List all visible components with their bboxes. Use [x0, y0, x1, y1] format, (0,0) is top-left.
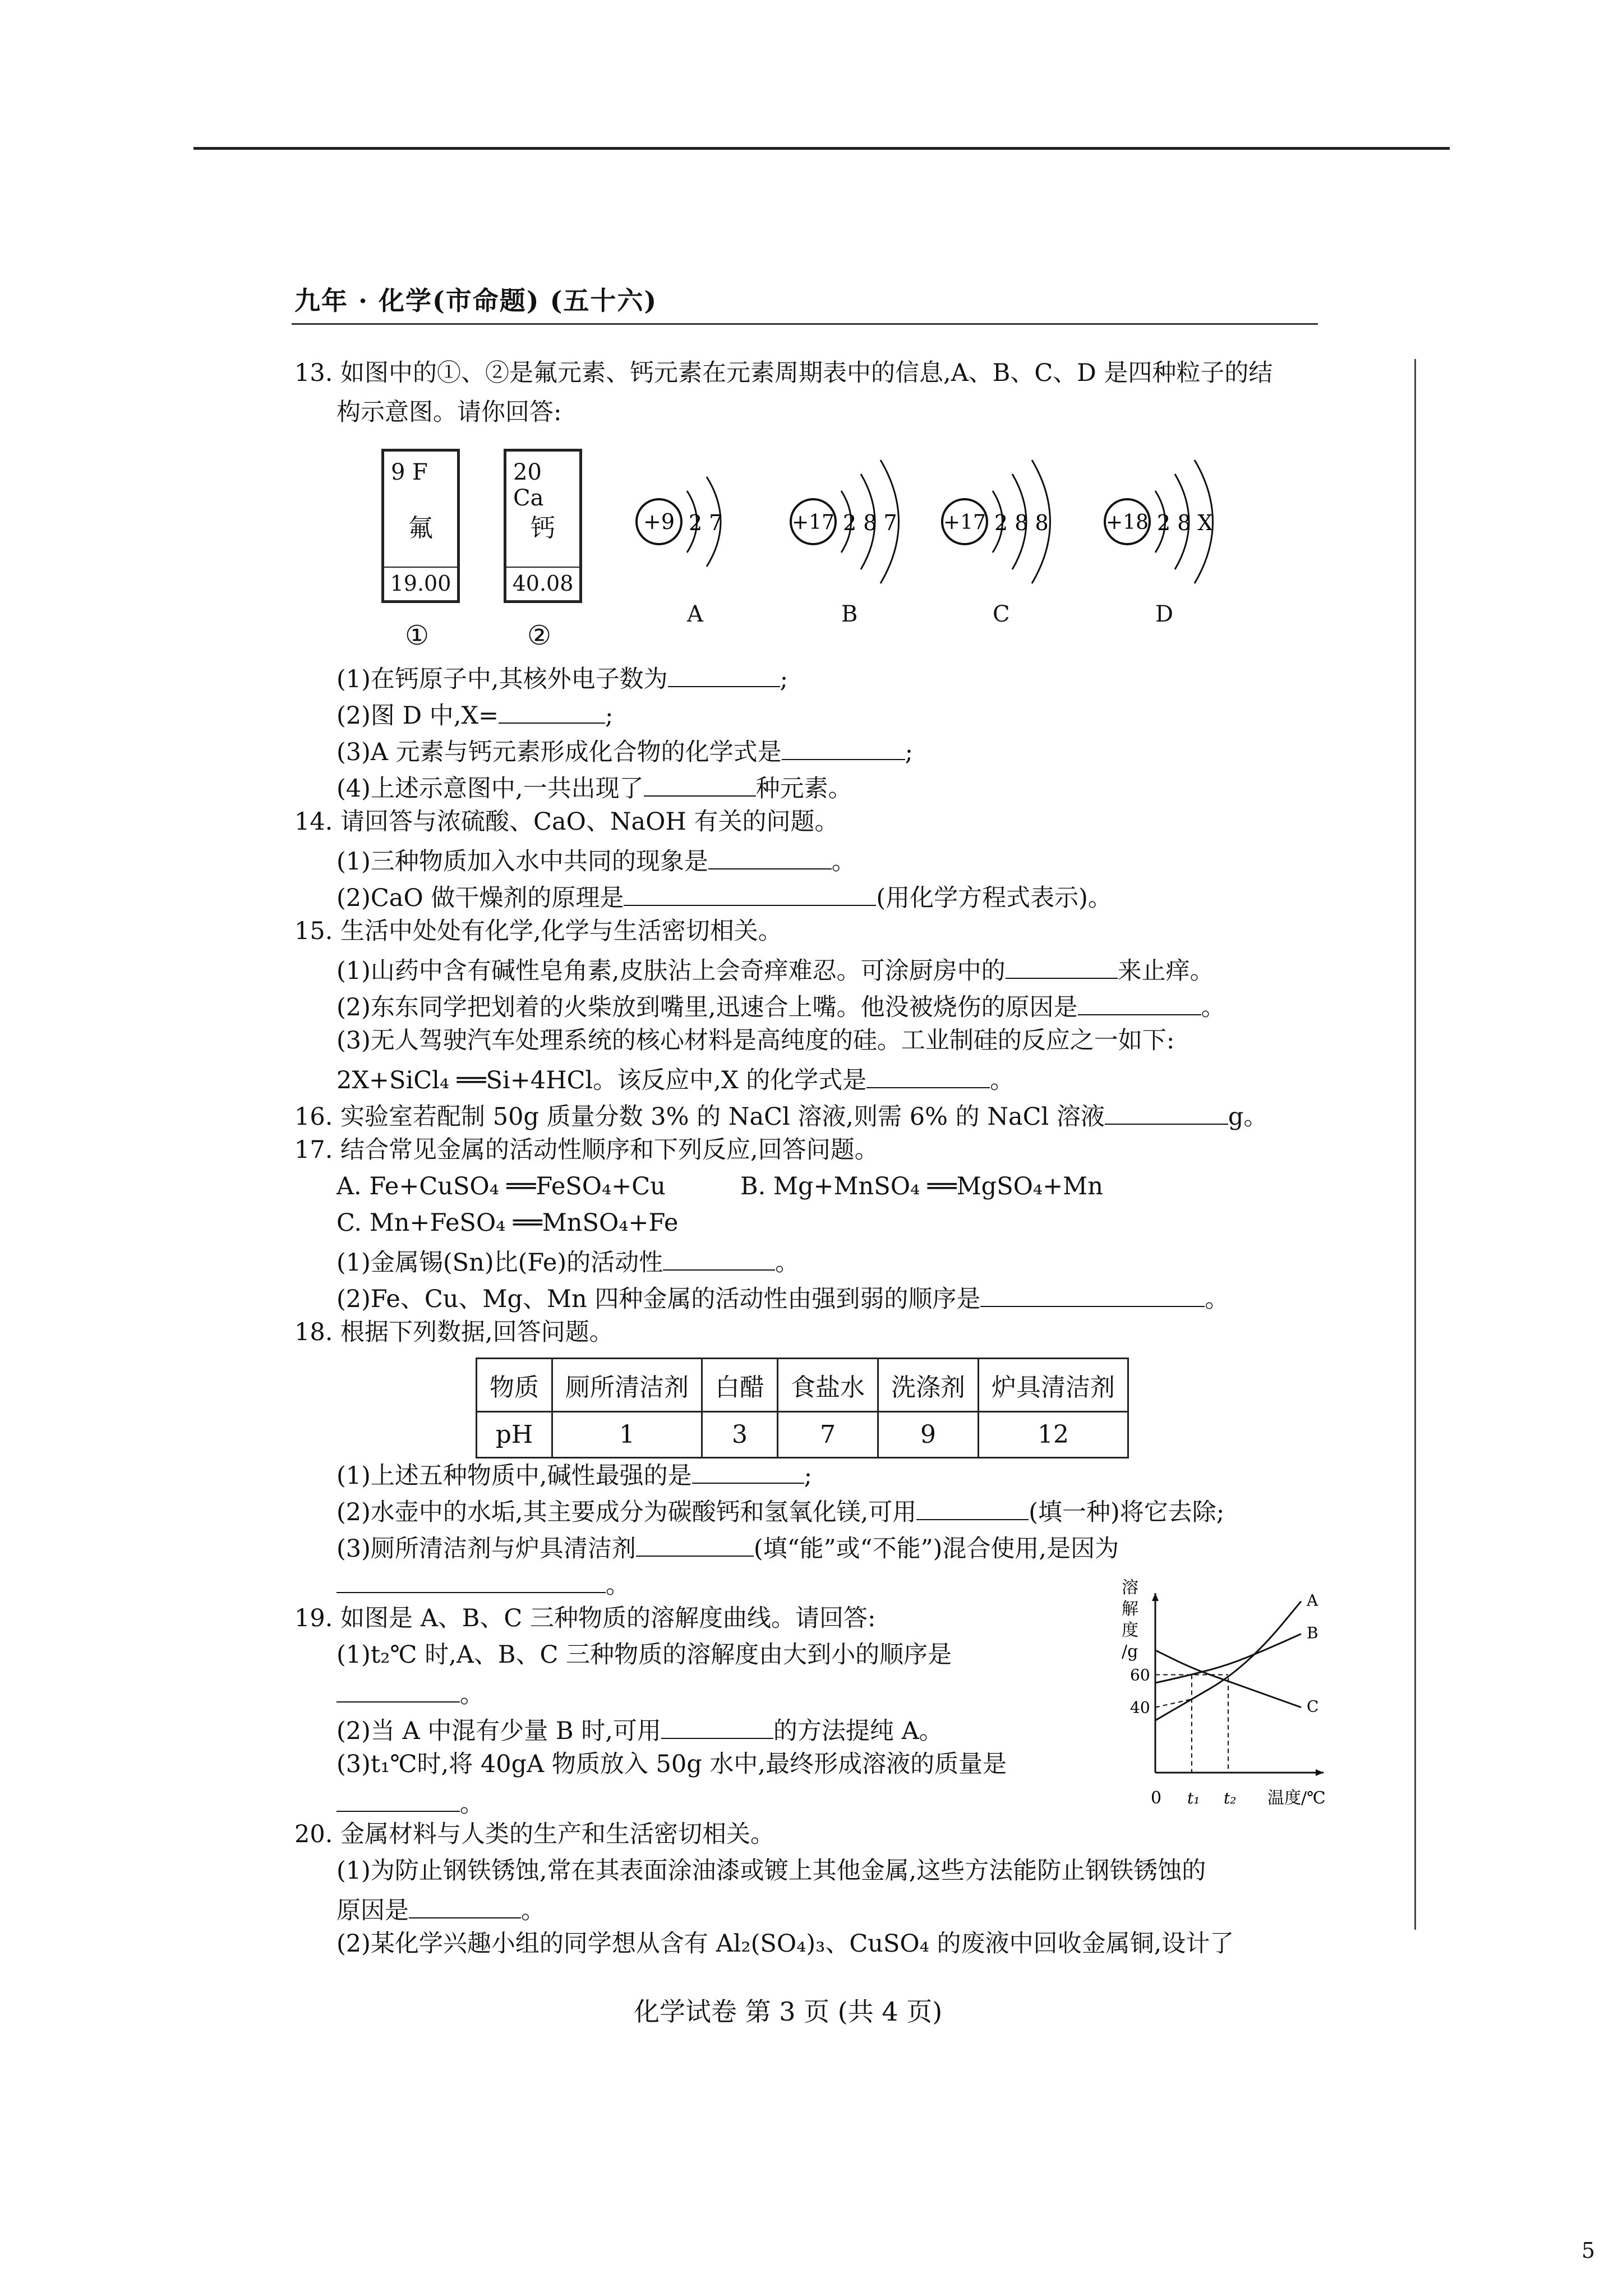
q20-part-1b: [336, 1893, 545, 1926]
q18-p2-text: (2)水壶中的水垢,其主要成分为碳酸钙和氢氧化镁,可用: [336, 1498, 917, 1526]
answer-blank[interactable]: [644, 771, 756, 797]
atom-shells: 2 7: [689, 510, 723, 535]
atom-b: [791, 460, 899, 583]
atom-nucleus: +9: [643, 509, 675, 534]
q19-part-1-cont: [336, 1677, 484, 1710]
q18-part-3-cont: [336, 1568, 630, 1600]
answer-blank[interactable]: [1078, 990, 1201, 1015]
answer-blank[interactable]: [336, 1787, 460, 1812]
q14-p2-end: (用化学方程式表示)。: [876, 884, 1112, 912]
q15-part-2: [336, 990, 1225, 1023]
tile-number-symbol: 9 F: [391, 459, 428, 485]
margin-rule: [1414, 359, 1416, 1930]
answer-blank[interactable]: [336, 1677, 460, 1703]
answer-blank[interactable]: [668, 662, 780, 687]
y-axis-label: 溶: [1122, 1578, 1138, 1598]
tile-mass: 40.08: [506, 567, 579, 596]
q16-text: 16. 实验室若配制 50g 质量分数 3% 的 NaCl 溶液,则需 6% 的 NaCl 溶液: [294, 1103, 1105, 1131]
table-cell: 炉具清洁剂: [979, 1359, 1128, 1412]
element-tile-fluorine: [381, 449, 460, 603]
q14-p2-text: (2)CaO 做干燥剂的原理是: [336, 884, 624, 912]
q17-p2-end: 。: [1205, 1285, 1229, 1313]
table-cell: 物质: [477, 1359, 552, 1412]
atom-label-c: C: [993, 601, 1010, 627]
table-cell: 12: [979, 1412, 1128, 1458]
q13-p4-text: (4)上述示意图中,一共出现了: [336, 775, 644, 803]
q15-p3b-text: 2X+SiCl₄ ══Si+4HCl。该反应中,X 的化学式是: [336, 1066, 867, 1094]
q18-p1-end: ;: [804, 1462, 813, 1490]
q16-end: g。: [1228, 1103, 1268, 1131]
q15-p3b-end: 。: [990, 1066, 1015, 1094]
q19-part-3-cont: [336, 1787, 484, 1819]
x-tick-label: t₁: [1187, 1789, 1200, 1806]
q18-p3-final: 。: [606, 1571, 630, 1599]
y-tick-label: 40: [1130, 1698, 1150, 1717]
answer-blank[interactable]: [782, 735, 905, 760]
table-row: [477, 1412, 1128, 1458]
q14-p1-text: (1)三种物质加入水中共同的现象是: [336, 848, 708, 876]
q17-part-2: [336, 1282, 1229, 1314]
q15-p2-end: 。: [1201, 993, 1225, 1022]
answer-blank[interactable]: [1105, 1099, 1228, 1125]
element-tile-calcium: [504, 449, 582, 603]
q19-stem: 19. 如图是 A、B、C 三种物质的溶解度曲线。请回答:: [294, 1604, 876, 1632]
atom-shells: 2 8 X: [1157, 510, 1213, 535]
answer-blank[interactable]: [980, 1282, 1205, 1307]
top-rule: [193, 147, 1450, 150]
q18-part-2: [336, 1495, 1224, 1527]
y-axis-arrow: [1152, 1593, 1159, 1601]
page-number: 5: [1581, 2238, 1596, 2263]
q17-p2-text: (2)Fe、Cu、Mg、Mn 四种金属的活动性由强到弱的顺序是: [336, 1285, 981, 1313]
q17-p1-end: 。: [775, 1249, 800, 1277]
q20-part-1: (1)为防止钢铁锈蚀,常在其表面涂油漆或镀上其他金属,这些方法能防止钢铁锈蚀的: [336, 1857, 1206, 1885]
q19-p3-final: 。: [460, 1790, 484, 1818]
page-footer: 化学试卷 第 3 页 (共 4 页): [634, 1996, 943, 2027]
q18-p3-text: (3)厕所清洁剂与炉具清洁剂: [336, 1535, 636, 1563]
answer-blank[interactable]: [636, 1531, 754, 1557]
q17-reaction-a: A. Fe+CuSO₄ ══FeSO₄+Cu: [336, 1172, 666, 1200]
q15-stem: 15. 生活中处处有化学,化学与生活密切相关。: [294, 917, 782, 945]
q13-part-4: [336, 771, 852, 804]
tile-mass: 19.00: [384, 567, 457, 596]
answer-blank[interactable]: [661, 1714, 773, 1739]
q17-reaction-b: B. Mg+MnSO₄ ══MgSO₄+Mn: [740, 1172, 1103, 1200]
table-cell: 厕所清洁剂: [552, 1359, 702, 1412]
series-label: B: [1307, 1623, 1318, 1642]
header-rule: [292, 323, 1318, 325]
q15-part-1: [336, 954, 1214, 986]
table-cell: 白醋: [702, 1359, 778, 1412]
y-axis-label: 度: [1122, 1621, 1138, 1640]
answer-blank[interactable]: [708, 844, 832, 869]
q20-stem: 20. 金属材料与人类的生产和生活密切相关。: [294, 1820, 775, 1848]
ph-data-table: [476, 1358, 1129, 1458]
atom-shells: 2 8 8: [994, 510, 1049, 535]
atom-nucleus: +18: [1106, 511, 1149, 534]
atom-shells: 2 8 7: [843, 510, 897, 535]
solubility-chart: [1116, 1571, 1352, 1806]
q13-p4-end: 种元素。: [755, 775, 852, 803]
q18-stem: 18. 根据下列数据,回答问题。: [294, 1318, 614, 1346]
q14-stem: 14. 请回答与浓硫酸、CaO、NaOH 有关的问题。: [294, 808, 839, 836]
atom-d: [1105, 460, 1213, 583]
table-cell: 9: [878, 1412, 979, 1458]
answer-blank[interactable]: [866, 1063, 990, 1088]
table-cell: pH: [477, 1412, 552, 1458]
q18-part-3: [336, 1531, 1119, 1564]
q18-p1-text: (1)上述五种物质中,碱性最强的是: [336, 1462, 692, 1490]
tile-number-symbol: 20 Ca: [513, 459, 544, 511]
q13-p3-text: (3)A 元素与钙元素形成化合物的化学式是: [336, 738, 782, 766]
y-axis-label: 解: [1122, 1599, 1138, 1619]
q18-p2-end: (填一种)将它去除;: [1029, 1498, 1225, 1526]
q13-p2-text: (2)图 D 中,X=: [336, 702, 499, 730]
table-cell: 洗涤剂: [878, 1359, 979, 1412]
q13-p1-text: (1)在钙原子中,其核外电子数为: [336, 665, 668, 693]
atom-c: [942, 460, 1050, 583]
q15-part-3: (3)无人驾驶汽车处理系统的核心材料是高纯度的硅。工业制硅的反应之一如下:: [336, 1027, 1175, 1055]
x-axis-arrow: [1316, 1769, 1324, 1776]
answer-blank[interactable]: [624, 881, 876, 906]
tile-name: 钙: [531, 514, 555, 542]
q13-p1-end: ;: [780, 665, 789, 693]
atom-label-d: D: [1155, 601, 1174, 627]
q14-part-2: [336, 881, 1112, 913]
q13-part-1: [336, 662, 788, 694]
q13-stem-1: 13. 如图中的①、②是氟元素、钙元素在元素周期表中的信息,A、B、C、D 是四种粒子的结: [294, 359, 1273, 387]
atom-label-b: B: [841, 601, 858, 627]
q13-p3-end: ;: [905, 738, 914, 766]
answer-blank[interactable]: [916, 1495, 1029, 1520]
y-tick-label: 60: [1130, 1665, 1150, 1685]
q19-part-2: [336, 1714, 943, 1746]
q15-p2-text: (2)东东同学把划着的火柴放到嘴里,迅速合上嘴。他没被烧伤的原因是: [336, 993, 1078, 1022]
q20-p1b-text: 原因是: [336, 1897, 409, 1925]
q19-p2-end: 的方法提纯 A。: [773, 1717, 943, 1745]
tile-caption: ①: [405, 620, 430, 651]
q14-p1-end: 。: [831, 848, 856, 876]
q14-part-1: [336, 844, 856, 877]
atom-structure-diagrams: [623, 438, 1267, 623]
tile-name: 氟: [408, 514, 433, 542]
q18-p3-end: (填“能”或“不能”)混合使用,是因为: [753, 1535, 1119, 1563]
table-row: [477, 1359, 1128, 1412]
paper-header: 九年 · 化学(市命题) (五十六): [294, 286, 658, 316]
tile-caption: ②: [527, 620, 552, 651]
answer-blank[interactable]: [499, 698, 605, 724]
y-axis-label: /g: [1122, 1642, 1138, 1662]
q19-p2-text: (2)当 A 中混有少量 B 时,可用: [336, 1717, 661, 1745]
q13-stem-2: 构示意图。请你回答:: [336, 398, 562, 426]
q19-part-1: (1)t₂℃ 时,A、B、C 三种物质的溶解度由大到小的顺序是: [336, 1641, 952, 1669]
q19-part-3: (3)t₁℃时,将 40gA 物质放入 50g 水中,最终形成溶液的质量是: [336, 1750, 1007, 1778]
series-label: C: [1307, 1697, 1319, 1716]
atom-nucleus: +17: [792, 511, 834, 534]
answer-blank[interactable]: [1006, 954, 1118, 979]
q17-part-1: [336, 1245, 799, 1278]
q13-part-3: [336, 735, 913, 767]
atom-label-a: A: [687, 601, 703, 627]
table-cell: 食盐水: [778, 1359, 878, 1412]
q20-part-2: (2)某化学兴趣小组的同学想从含有 Al₂(SO₄)₃、CuSO₄ 的废液中回收金属铜,设计了: [336, 1930, 1234, 1958]
q15-p1-end: 来止痒。: [1117, 957, 1214, 985]
q18-part-1: [336, 1458, 812, 1491]
series-label: A: [1307, 1591, 1318, 1610]
answer-blank[interactable]: [692, 1458, 804, 1484]
x-tick-label: t₂: [1224, 1789, 1237, 1806]
q15-part-3b: [336, 1063, 1014, 1096]
q17-stem: 17. 结合常见金属的活动性顺序和下列反应,回答问题。: [294, 1136, 879, 1164]
x-axis-label: 温度/℃: [1267, 1788, 1326, 1806]
q20-p1b-end: 。: [521, 1897, 545, 1925]
q17-reaction-c: C. Mn+FeSO₄ ══MnSO₄+Fe: [336, 1209, 679, 1237]
table-cell: 3: [702, 1412, 778, 1458]
table-cell: 1: [552, 1412, 702, 1458]
answer-blank[interactable]: [409, 1893, 521, 1918]
x-tick-label: 0: [1151, 1788, 1162, 1806]
q13-part-2: [336, 698, 614, 731]
answer-blank[interactable]: [336, 1568, 606, 1593]
q16-stem: [294, 1099, 1267, 1132]
q15-p1-text: (1)山药中含有碱性皂角素,皮肤沾上会奇痒难忍。可涂厨房中的: [336, 957, 1006, 985]
answer-blank[interactable]: [663, 1245, 775, 1271]
q13-p2-end: ;: [605, 702, 614, 730]
atom-nucleus: +17: [943, 511, 986, 534]
atom-a: [637, 477, 722, 567]
table-cell: 7: [778, 1412, 878, 1458]
q19-p1-final: 。: [460, 1681, 484, 1709]
q17-p1-text: (1)金属锡(Sn)比(Fe)的活动性: [336, 1249, 663, 1277]
